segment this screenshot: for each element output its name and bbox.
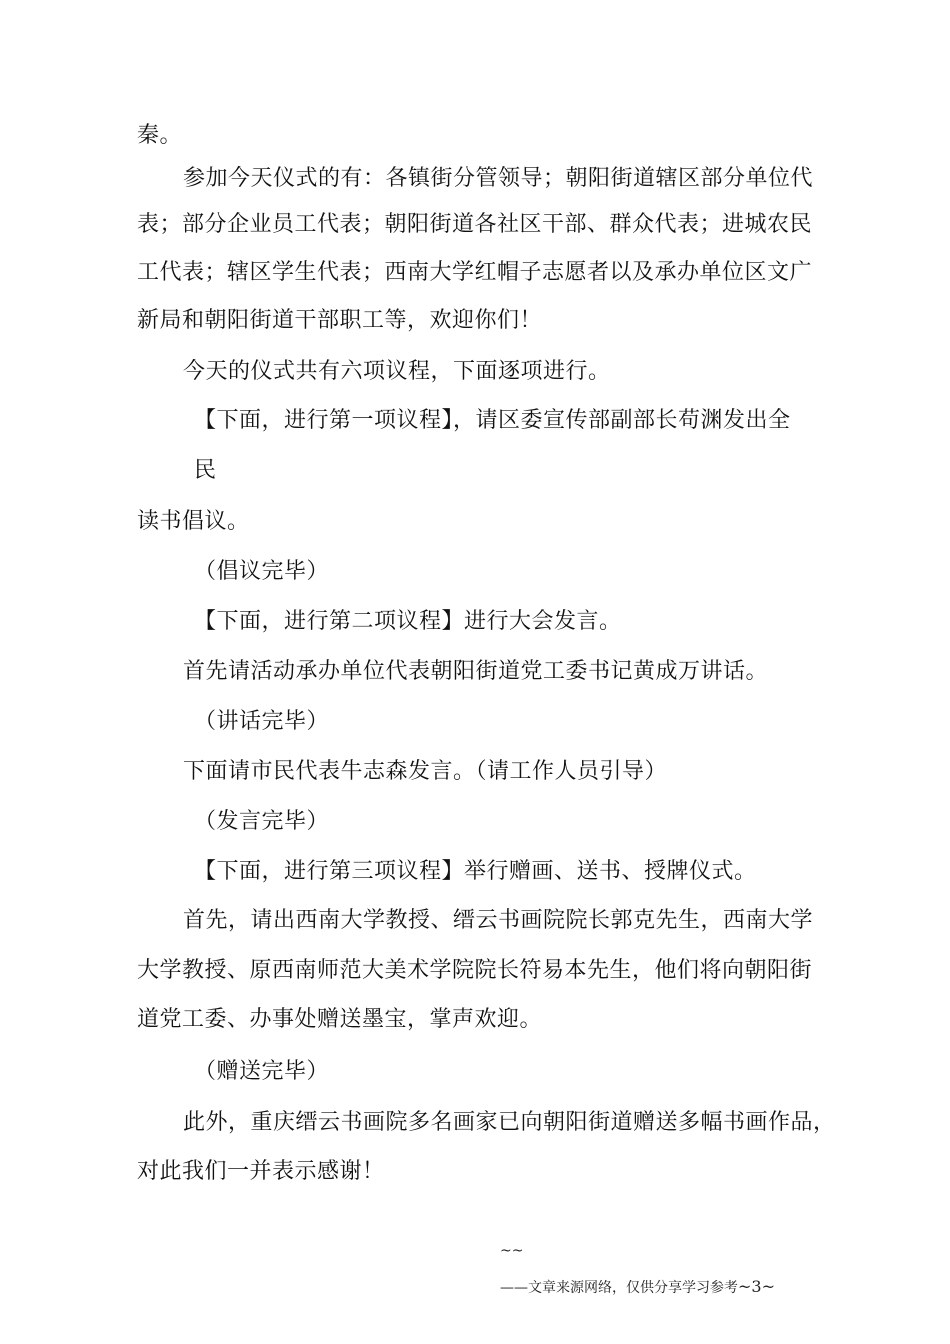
agenda-heading-line: 【下面，进行第二项议程】进行大会发言。 (194, 609, 622, 634)
paragraph-line: 此外，重庆缙云书画院多名画家已向朝阳街道赠送多幅书画作品， (183, 1110, 836, 1135)
page-number: ~3~ (738, 1277, 775, 1296)
paragraph-line: 道党工委、办事处赠送墨宝，掌声欢迎。 (137, 1007, 543, 1032)
paragraph-line: 表；部分企业员工代表；朝阳街道各社区干部、群众代表；进城农民 (137, 212, 813, 237)
paragraph-line: 参加今天仪式的有：各镇街分管领导；朝阳街道辖区部分单位代 (183, 166, 814, 191)
stage-note: （发言完毕） (194, 809, 330, 834)
paragraph-line: 新局和朝阳街道干部职工等，欢迎你们！ (137, 308, 543, 333)
stage-note: （讲话完毕） (194, 709, 330, 734)
paragraph-line: 大学教授、原西南师范大美术学院院长符易本先生，他们将向朝阳街 (137, 958, 813, 983)
wrapped-text-line: 民 (194, 458, 217, 483)
stage-note: （倡议完毕） (194, 559, 330, 584)
paragraph-line: 对此我们一并表示感谢！ (137, 1159, 385, 1184)
paragraph-line: 首先请活动承办单位代表朝阳街道党工委书记黄成万讲话。 (183, 659, 769, 684)
paragraph-line: 今天的仪式共有六项议程，下面逐项进行。 (183, 359, 611, 384)
footer-mark: ~~ (500, 1243, 524, 1259)
paragraph-line: 首先，请出西南大学教授、缙云书画院院长郭克先生，西南大学 (183, 908, 814, 933)
agenda-heading-line: 【下面，进行第一项议程】，请区委宣传部副部长苟渊发出全 (194, 408, 791, 433)
text-line: 秦。 (137, 123, 183, 148)
paragraph-line: 下面请市民代表牛志森发言。（请工作人员引导） (183, 759, 668, 784)
paragraph-line: 工代表；辖区学生代表；西南大学红帽子志愿者以及承办单位区文广 (137, 260, 813, 285)
stage-note: （赠送完毕） (194, 1059, 330, 1084)
footer-source-text: ——文章来源网络，仅供分享学习参考 (500, 1280, 738, 1296)
agenda-heading-line: 【下面，进行第三项议程】举行赠画、送书、授牌仪式。 (194, 859, 757, 884)
paragraph-line: 读书倡议。 (137, 509, 250, 534)
footer-note (500, 1278, 775, 1297)
